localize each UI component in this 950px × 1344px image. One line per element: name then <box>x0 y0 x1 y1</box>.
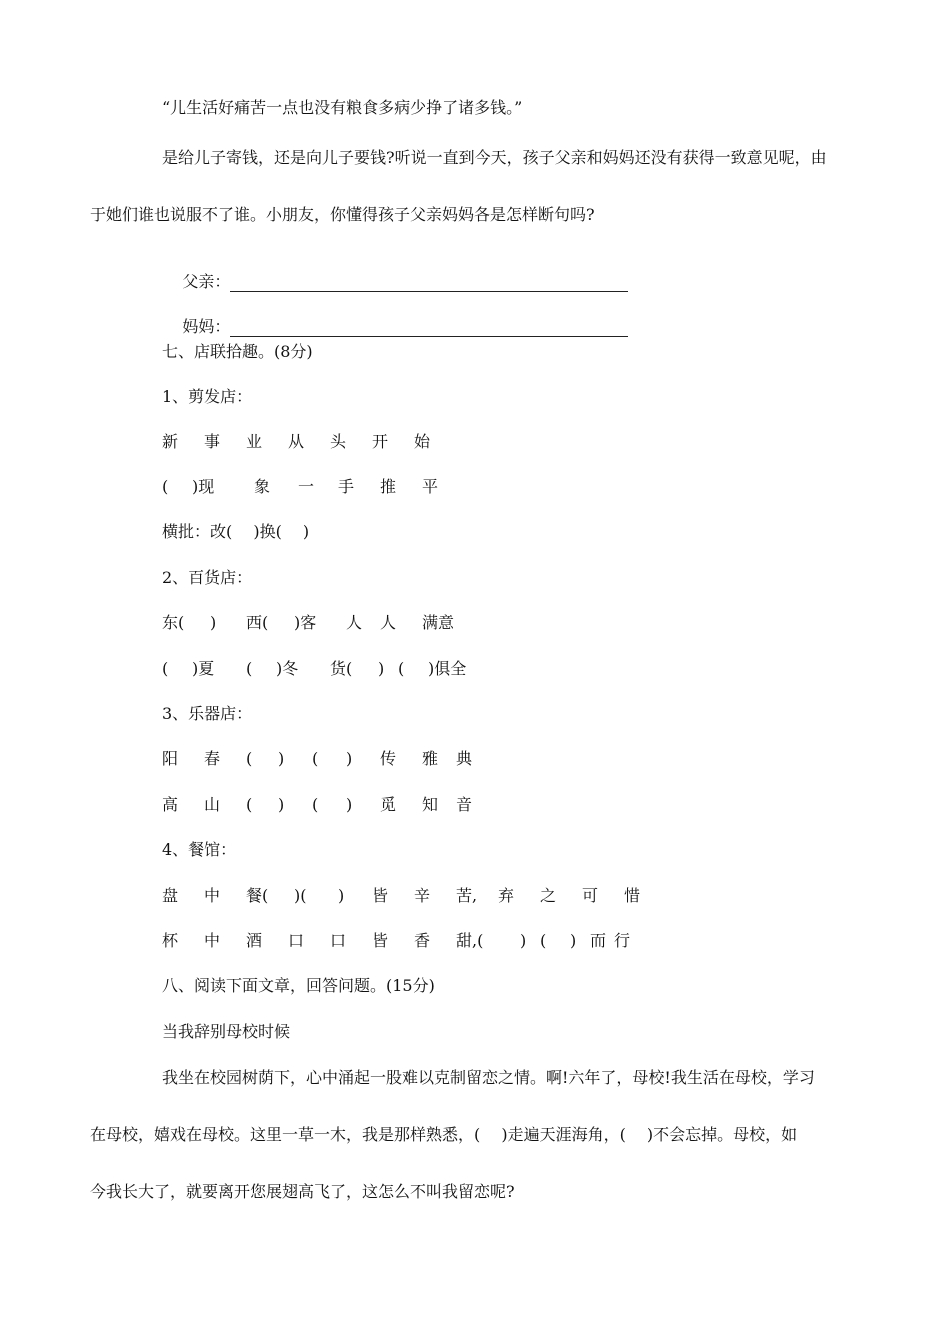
couplet-char: ) <box>338 886 345 905</box>
paragraph-line: 我坐在校园树荫下，心中涌起一股难以克制留恋之情。啊!六年了，母校!我生活在母校，学习 <box>162 1068 815 1087</box>
father-label: 父亲： <box>182 272 231 291</box>
couplet-blank-open: ( <box>162 477 169 496</box>
couplet-char: 满意 <box>422 613 455 632</box>
mother-label: 妈妈： <box>182 317 231 336</box>
couplet-char: 行 <box>614 931 631 950</box>
couplet-char: 头 <box>330 432 347 451</box>
section-heading: 七、店联拾趣。(8分) <box>162 342 313 361</box>
paragraph-line: 于她们谁也说服不了谁。小朋友，你懂得孩子父亲妈妈各是怎样断句吗? <box>90 205 595 224</box>
couplet-char: )客 <box>294 613 317 632</box>
couplet-char: 典 <box>456 749 473 768</box>
couplet-char: ( <box>398 659 405 678</box>
couplet-char: ( <box>162 659 169 678</box>
father-answer-blank[interactable] <box>230 276 628 292</box>
couplet-char: 新 <box>162 432 179 451</box>
couplet-char: 之 <box>540 886 557 905</box>
paragraph-line: 今我长大了，就要离开您展翅高飞了，这怎么不叫我留恋呢? <box>90 1182 515 1201</box>
couplet-char: 觅 <box>380 795 397 814</box>
couplet-char: 甜,( <box>456 931 484 950</box>
couplet-char: 高 <box>162 795 179 814</box>
couplet-char: 而 <box>590 931 607 950</box>
couplet-char: 口 <box>330 931 347 950</box>
couplet-char: 山 <box>204 795 221 814</box>
couplet-char: ( <box>246 749 253 768</box>
couplet-char: 开 <box>372 432 389 451</box>
couplet-char: 始 <box>414 432 431 451</box>
couplet-char: ) <box>278 795 285 814</box>
couplet-char: 东( <box>162 613 185 632</box>
couplet-char: ( <box>540 931 547 950</box>
couplet-char: 阳 <box>162 749 179 768</box>
couplet-char: 皆 <box>372 886 389 905</box>
couplet-banner: 横批：改( )换( ) <box>162 522 310 541</box>
couplet-char: 传 <box>380 749 397 768</box>
couplet-char: ( <box>312 749 319 768</box>
couplet-char: )冬 <box>276 659 299 678</box>
couplet-char: ) <box>210 613 217 632</box>
couplet-char: )夏 <box>192 659 215 678</box>
couplet-char: 口 <box>288 931 305 950</box>
couplet-char: 春 <box>204 749 221 768</box>
couplet-char: 皆 <box>372 931 389 950</box>
couplet-char: ) <box>278 749 285 768</box>
couplet-char: ) <box>346 795 353 814</box>
mother-answer-blank[interactable] <box>230 321 628 337</box>
couplet-char: ) <box>520 931 527 950</box>
couplet-char: 雅 <box>422 749 439 768</box>
paragraph-line: 在母校，嬉戏在母校。这里一草一木，我是那样熟悉，( )走遍天涯海角，( )不会忘掉。母校，如 <box>90 1125 798 1144</box>
shop-title: 3、乐器店： <box>162 704 253 723</box>
section-heading: 八、阅读下面文章，回答问题。(15分) <box>162 976 435 995</box>
couplet-char: 业 <box>246 432 263 451</box>
couplet-char: 香 <box>414 931 431 950</box>
shop-title: 4、餐馆： <box>162 840 237 859</box>
couplet-char: ( <box>246 659 253 678</box>
couplet-char: 推 <box>380 477 397 496</box>
couplet-char: 一 <box>298 477 315 496</box>
couplet-char: 西( <box>246 613 269 632</box>
couplet-char: 辛 <box>414 886 431 905</box>
couplet-char: 杯 <box>162 931 179 950</box>
couplet-char: 弃 <box>498 886 515 905</box>
couplet-char: 手 <box>338 477 355 496</box>
couplet-char: 货( <box>330 659 353 678</box>
couplet-char: ) <box>570 931 577 950</box>
shop-title: 2、百货店： <box>162 568 253 587</box>
couplet-char: 中 <box>204 886 221 905</box>
article-title: 当我辞别母校时候 <box>162 1022 291 1041</box>
couplet-char: ) <box>346 749 353 768</box>
shop-title: 1、剪发店： <box>162 387 253 406</box>
couplet-char: 音 <box>456 795 473 814</box>
couplet-char: 人 <box>346 613 363 632</box>
couplet-char: 可 <box>582 886 599 905</box>
couplet-char: )( <box>294 886 307 905</box>
quote-text: “儿生活好痛苦一点也没有粮食多病少挣了诸多钱。” <box>162 98 523 117</box>
couplet-char: 惜 <box>624 886 641 905</box>
couplet-char: )现 <box>192 477 215 496</box>
couplet-char: ( <box>312 795 319 814</box>
couplet-char: ) <box>378 659 385 678</box>
couplet-char: )俱全 <box>428 659 467 678</box>
couplet-char: 餐( <box>246 886 269 905</box>
couplet-char: 酒 <box>246 931 263 950</box>
couplet-char: 从 <box>288 432 305 451</box>
couplet-char: 人 <box>380 613 397 632</box>
couplet-char: 苦, <box>456 886 478 905</box>
couplet-char: 中 <box>204 931 221 950</box>
couplet-char: 知 <box>422 795 439 814</box>
couplet-char: 盘 <box>162 886 179 905</box>
couplet-char: ( <box>246 795 253 814</box>
couplet-char: 平 <box>422 477 439 496</box>
couplet-char: 象 <box>254 477 271 496</box>
couplet-char: 事 <box>204 432 221 451</box>
paragraph-line: 是给儿子寄钱，还是向儿子要钱?听说一直到今天，孩子父亲和妈妈还没有获得一致意见呢，由 <box>162 148 827 167</box>
